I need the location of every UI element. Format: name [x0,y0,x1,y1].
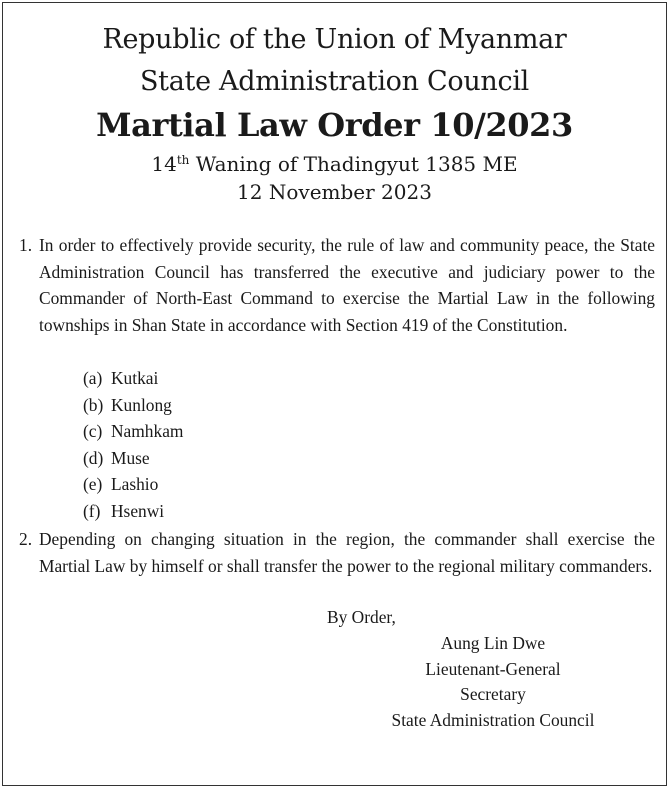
by-order-line: By Order, [327,607,396,627]
signature-block [373,631,613,733]
document-frame [2,2,667,786]
list-marker: (e) [83,474,103,495]
signatory-name: Aung Lin Dwe [440,633,546,653]
council-name: State Administration Council [139,66,529,97]
myanmar-date-suffix: th [176,153,190,167]
township-name: Lashio [111,474,159,495]
country-name: Republic of the Union of Myanmar [102,24,567,55]
list-marker: (d) [83,447,104,468]
list-item [83,418,183,445]
township-name: Hsenwi [111,500,165,521]
myanmar-date [3,150,666,178]
township-name: Kunlong [111,394,172,415]
gregorian-date: 12 November 2023 [237,180,432,204]
paragraph-1 [19,232,655,338]
list-item [83,392,183,419]
signatory-position: Secretary [460,684,526,704]
signatory-organization: State Administration Council [391,709,595,730]
township-name: Namhkam [111,421,184,442]
paragraph-2 [19,526,655,579]
myanmar-date-day: 14 [151,152,177,176]
list-item [83,365,183,392]
paragraph-number: 2. [19,529,33,549]
list-item [83,471,183,498]
paragraph-text: Depending on changing situation in the region, the commander shall exercise the Martial Law by himself or shall transfer the power to the regional military commanders. [39,529,655,576]
township-list [83,365,183,525]
signatory-rank: Lieutenant-General [425,658,561,679]
paragraph-text: In order to effectively provide security, the rule of law and community peace, the State Administration Council has transferred the executive and judiciary power to the Commander of North-East Command to exercise the Martial Law in the following townships in Shan State in accordance with Section 419 of the Constitution. [39,235,655,335]
list-item [83,498,183,525]
township-name: Kutkai [111,368,159,388]
list-marker: (b) [83,394,104,415]
order-title: Martial Law Order 10/2023 [96,106,573,144]
list-marker: (c) [83,421,103,442]
list-item [83,445,183,472]
myanmar-date-rest: Waning of Thadingyut 1385 ME [189,152,518,176]
township-name: Muse [111,447,150,468]
paragraph-number: 1. [19,235,33,255]
list-marker: (f) [83,500,101,521]
list-marker: (a) [83,368,103,388]
